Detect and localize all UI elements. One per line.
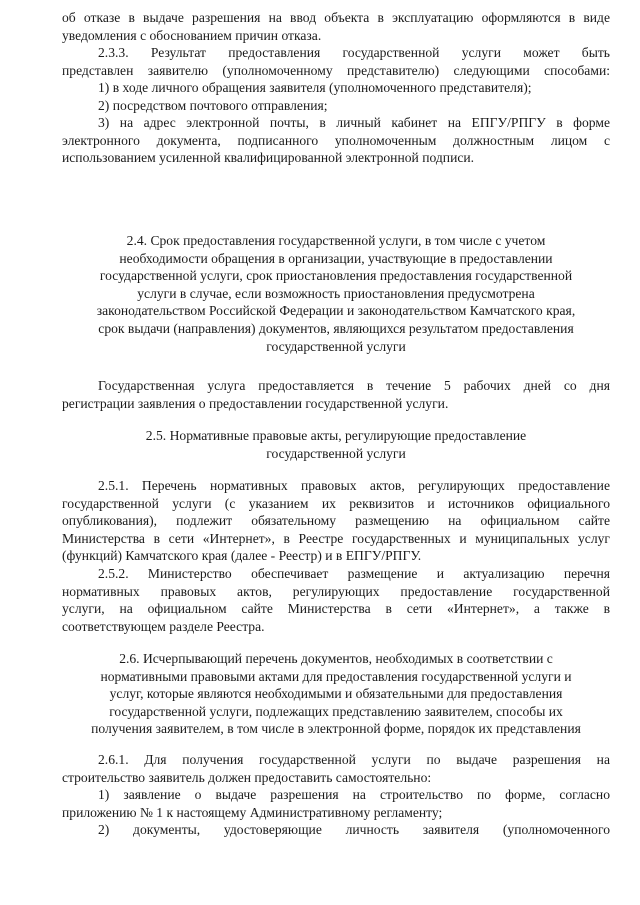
text-line: об отказе в выдаче разрешения на ввод объекта в эксплуатацию оформляются в виде xyxy=(62,10,610,25)
text-line: нормативных правовых актов, регулирующих предоставление государственной xyxy=(62,583,610,599)
paragraph-refusal-notice xyxy=(62,9,610,44)
heading-line: 2.4. Срок предоставления государственной услуги, в том числе с учетом xyxy=(126,233,546,248)
text-line: электронного документа, подписанного уполномоченным должностным лицом с xyxy=(62,132,610,148)
paragraph-application-form xyxy=(62,786,610,821)
heading-line: необходимости обращения в организации, участвующие в предоставлении xyxy=(119,250,553,266)
text-line: соответствующем разделе Реестра. xyxy=(62,618,265,634)
heading-2-6 xyxy=(62,650,610,738)
paragraph-identity-documents xyxy=(62,821,610,839)
heading-line: 2.6. Исчерпывающий перечень документов, необходимых в соответствии с xyxy=(119,651,553,666)
list-delivery-methods xyxy=(62,79,610,114)
text-line: Государственная услуга предоставляется в течение 5 рабочих дней со дня xyxy=(98,378,610,393)
list-item: 2) посредством почтового отправления; xyxy=(98,97,328,113)
text-line: 3) на адрес электронной почты, в личный кабинет на ЕПГУ/РПГУ в форме xyxy=(98,115,610,130)
text-line: 2.5.1. Перечень нормативных правовых актов, регулирующих предоставление xyxy=(98,478,610,493)
text-line: строительство заявитель должен предоставить самостоятельно: xyxy=(62,769,432,785)
heading-2-4 xyxy=(62,232,610,355)
text-line: (функций) Камчатского края (далее - Реестр) и в ЕПГУ/РПГУ. xyxy=(62,548,422,564)
heading-line: 2.5. Нормативные правовые акты, регулирующие предоставление xyxy=(145,428,527,443)
text-line: 2.6.1. Для получения государственной услуги по выдаче разрешения на xyxy=(98,752,610,767)
heading-line: получения заявителем, в том числе в электронной форме, порядок их представления xyxy=(91,721,581,737)
heading-line: услуг, которые являются необходимыми и обязательными для предоставления xyxy=(109,686,563,702)
text-line: 2.5.2. Министерство обеспечивает размещение и актуализацию перечня xyxy=(98,566,610,581)
paragraph-2-6-1 xyxy=(62,751,610,786)
heading-line: услуги в случае, если возможность приостановления предусмотрена xyxy=(137,285,535,301)
heading-line: государственной услуги xyxy=(266,445,406,461)
text-line: представлен заявителю (уполномоченному представителю) следующими способами: xyxy=(62,62,610,78)
text-line: 1) заявление о выдаче разрешения на строительство по форме, согласно xyxy=(98,787,610,802)
heading-line: нормативными правовыми актами для предоставления государственной услуги и xyxy=(100,668,572,684)
heading-line: государственной услуги, срок приостановления предоставления государственной xyxy=(99,268,573,284)
text-line: государственной услуги (с указанием их реквизитов и источников официального xyxy=(62,495,610,511)
text-line: приложению № 1 к настоящему Административному регламенту; xyxy=(62,804,443,820)
heading-line: государственной услуги, подлежащих представлению заявителем, способы их xyxy=(109,703,563,719)
heading-line: срок выдачи (направления) документов, являющихся результатом предоставления xyxy=(98,320,574,336)
paragraph-2-3-3 xyxy=(62,44,610,79)
heading-2-5 xyxy=(62,427,610,462)
heading-line: государственной услуги xyxy=(266,338,406,354)
text-line: 2.3.3. Результат предоставления государственной услуги может быть xyxy=(98,45,610,60)
list-item: 1) в ходе личного обращения заявителя (уполномоченного представителя); xyxy=(98,80,532,95)
text-line: Министерства в сети «Интернет», в Реестре государственных и муниципальных услуг xyxy=(62,530,610,546)
text-line: 2) документы, удостоверяющие личность заявителя (уполномоченного xyxy=(98,822,610,837)
text-line: регистрации заявления о предоставлении государственной услуги. xyxy=(62,395,449,411)
paragraph-email-delivery xyxy=(62,114,610,167)
paragraph-service-term xyxy=(62,377,610,412)
heading-line: законодательством Российской Федерации и законодательством Камчатского края, xyxy=(96,303,576,319)
text-line: опубликования), подлежит обязательному размещению на официальном сайте xyxy=(62,513,610,529)
text-line: использованием усиленной квалифицированной электронной подписи. xyxy=(62,150,475,166)
text-line: уведомления с обоснованием причин отказа. xyxy=(62,27,322,43)
text-line: услуги, на официальном сайте Министерства в сети «Интернет», а также в xyxy=(62,601,610,617)
paragraph-2-5-1 xyxy=(62,477,610,565)
paragraph-2-5-2 xyxy=(62,565,610,635)
